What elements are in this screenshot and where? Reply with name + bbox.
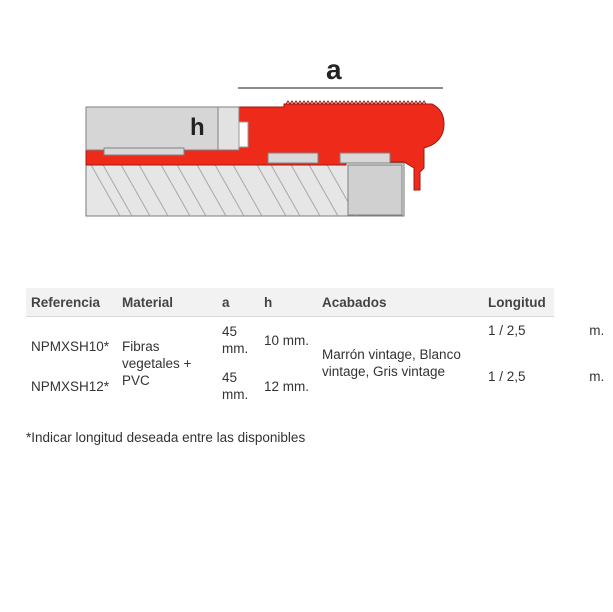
floor-plank: [86, 107, 239, 150]
dimension-h-label: h: [190, 114, 205, 141]
header-h: h: [259, 288, 317, 317]
cell-h: 12 mm.: [264, 378, 310, 394]
spec-table: [26, 288, 605, 409]
profile-clip-foot-right: [340, 153, 390, 163]
cell-referencia: NPMXSH12*: [31, 378, 110, 394]
table-header-row: [26, 288, 554, 317]
cell-material: Fibras vegetales + PVC: [122, 338, 192, 388]
header-material: Material: [117, 288, 217, 317]
cell-acabados: Marrón vintage, Blanco vintage, Gris vintage: [322, 347, 461, 379]
cell-referencia: NPMXSH10*: [31, 338, 110, 354]
plank-underside-lip: [104, 148, 184, 155]
cell-a: 45 mm.: [222, 324, 249, 356]
profile-cross-section-diagram: [0, 0, 613, 240]
header-a: a: [217, 288, 259, 317]
cell-a: 45 mm.: [222, 370, 249, 402]
dimension-a-label: a: [326, 54, 342, 85]
floor-plank-end-edge: [218, 107, 239, 150]
cell-longitud: 1 / 2,5 m.: [488, 322, 605, 338]
step-end-block: [348, 165, 402, 215]
plank-end-clip: [239, 122, 248, 147]
footnote: *Indicar longitud deseada entre las disponibles: [26, 430, 306, 445]
cell-h: 10 mm.: [264, 332, 310, 348]
header-referencia: Referencia: [26, 288, 117, 317]
cell-longitud: 1 / 2,5 m.: [488, 368, 605, 384]
header-longitud: Longitud: [483, 288, 554, 317]
table-row: [26, 317, 554, 364]
header-acabados: Acabados: [317, 288, 483, 317]
profile-clip-foot-left: [268, 153, 318, 163]
